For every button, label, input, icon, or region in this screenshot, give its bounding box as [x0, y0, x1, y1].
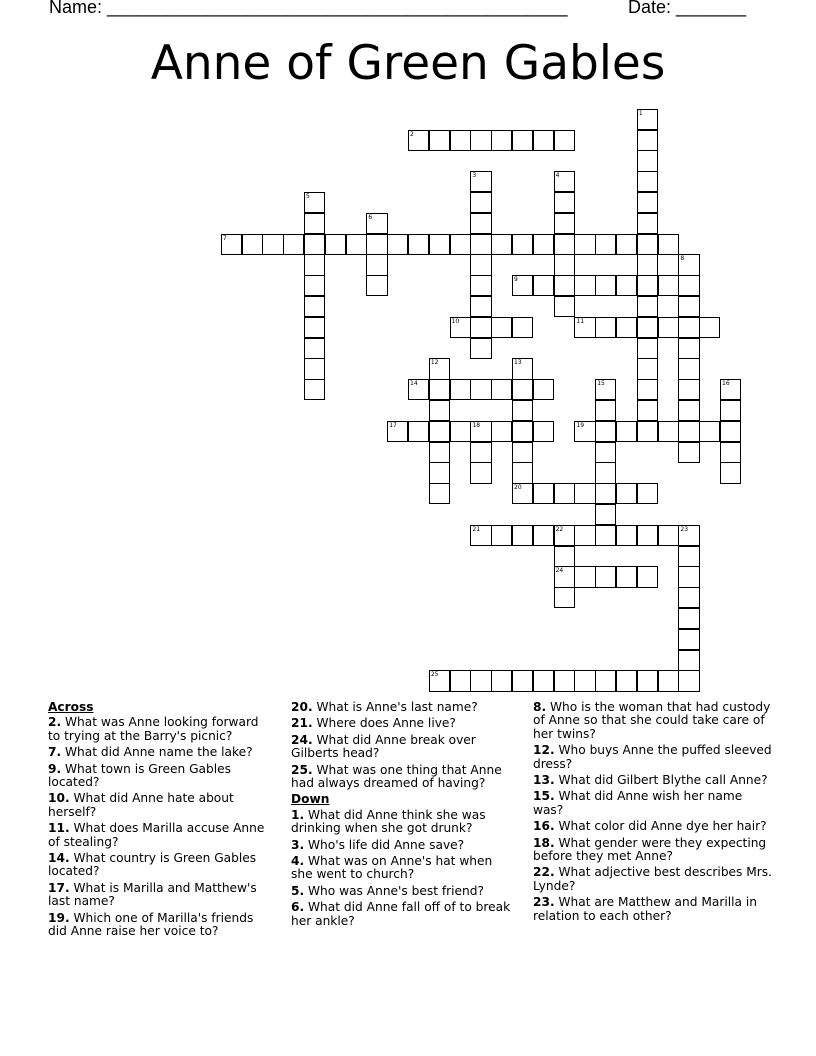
crossword-cell[interactable]	[491, 421, 512, 442]
clue-number: 19.	[48, 910, 70, 925]
crossword-cell[interactable]	[429, 462, 450, 483]
crossword-cell[interactable]	[304, 317, 325, 338]
cell-number: 20	[514, 484, 522, 492]
crossword-cell[interactable]	[595, 462, 616, 483]
clue-text: What country is Green Gables located?	[48, 851, 257, 879]
down-clue-list	[291, 809, 513, 928]
crossword-cell[interactable]	[658, 234, 679, 255]
across-clue	[48, 763, 270, 790]
clues-column-1	[48, 701, 270, 942]
clue-text: What did Anne name the lake?	[61, 745, 253, 760]
across-clue	[291, 717, 513, 730]
crossword-cell[interactable]	[678, 317, 699, 338]
clue-text: What is Anne's last name?	[312, 700, 478, 714]
crossword-cell[interactable]	[533, 275, 554, 296]
crossword-cell[interactable]	[512, 421, 533, 442]
crossword-cell[interactable]	[450, 234, 471, 255]
crossword-cell[interactable]	[512, 462, 533, 483]
clue-text: What did Anne break over Gilberts head?	[291, 732, 476, 761]
crossword-cell[interactable]	[554, 130, 575, 151]
clue-text: What was one thing that Anne had always dreamed of having?	[291, 762, 502, 791]
crossword-cell[interactable]	[491, 130, 512, 151]
crossword-cell[interactable]	[637, 338, 658, 359]
crossword-cell[interactable]	[678, 546, 699, 567]
crossword-cell[interactable]	[616, 670, 637, 691]
crossword-cell[interactable]	[720, 421, 741, 442]
crossword-cell[interactable]	[408, 421, 429, 442]
crossword-cell[interactable]	[678, 629, 699, 650]
crossword-cell[interactable]	[429, 358, 450, 379]
crossword-cell[interactable]	[346, 234, 367, 255]
crossword-cell[interactable]	[470, 275, 491, 296]
cell-number: 24	[555, 567, 564, 575]
down-clue	[291, 809, 513, 836]
crossword-cell[interactable]	[221, 234, 242, 255]
crossword-cell[interactable]	[366, 234, 387, 255]
crossword-cell[interactable]	[429, 379, 450, 400]
crossword-cell[interactable]	[512, 275, 533, 296]
crossword-cell[interactable]	[470, 421, 491, 442]
clue-number: 6.	[291, 900, 305, 915]
across-clue	[48, 746, 270, 759]
crossword-cell[interactable]	[595, 400, 616, 421]
clue-number: 18.	[533, 835, 555, 850]
clue-number: 21.	[291, 716, 313, 731]
across-clue	[48, 792, 270, 819]
crossword-cell[interactable]	[595, 525, 616, 546]
clue-number: 22.	[533, 865, 555, 880]
crossword-cell[interactable]	[470, 130, 491, 151]
crossword-cell[interactable]	[595, 379, 616, 400]
crossword-cell[interactable]	[574, 421, 595, 442]
crossword-cell[interactable]	[429, 130, 450, 151]
crossword-cell[interactable]	[512, 379, 533, 400]
crossword-cell[interactable]	[637, 421, 658, 442]
across-clue	[48, 882, 270, 909]
crossword-cell[interactable]	[699, 317, 720, 338]
clue-number: 4.	[291, 854, 305, 869]
crossword-cell[interactable]	[533, 130, 554, 151]
clue-text: What did Anne hate about herself?	[48, 791, 234, 819]
crossword-cell[interactable]	[491, 379, 512, 400]
crossword-cell[interactable]	[470, 296, 491, 317]
crossword-cell[interactable]	[595, 421, 616, 442]
across-clue-list	[48, 716, 270, 938]
crossword-cell[interactable]	[637, 400, 658, 421]
across-clue-list-cont	[291, 701, 513, 790]
down-clue	[291, 901, 513, 928]
crossword-cell[interactable]	[242, 234, 263, 255]
clue-text: Where does Anne live?	[312, 716, 456, 731]
down-clue	[533, 837, 773, 864]
crossword-cell[interactable]	[408, 130, 429, 151]
crossword-cell[interactable]	[595, 566, 616, 587]
crossword-cell[interactable]	[512, 234, 533, 255]
crossword-cell[interactable]	[283, 234, 304, 255]
clue-text: What was Anne looking forward to trying at the Barry's picnic?	[48, 715, 259, 743]
down-clue	[533, 774, 773, 787]
crossword-cell[interactable]	[304, 296, 325, 317]
down-clue	[533, 820, 773, 833]
clue-text: What was on Anne's hat when she went to church?	[291, 854, 493, 882]
cell-number: 13	[514, 359, 522, 367]
clue-number: 20.	[291, 700, 313, 714]
crossword-cell[interactable]	[533, 234, 554, 255]
crossword-cell[interactable]	[678, 650, 699, 671]
crossword-cell[interactable]	[470, 192, 491, 213]
clues-column-3	[533, 701, 773, 926]
clue-text: Which one of Marilla's friends did Anne raise her voice to?	[48, 910, 254, 939]
crossword-cell[interactable]	[720, 379, 741, 400]
crossword-cell[interactable]	[637, 234, 658, 255]
crossword-cell[interactable]	[574, 275, 595, 296]
clue-number: 3.	[291, 837, 305, 852]
across-clue	[291, 734, 513, 761]
clue-text: Who was Anne's best friend?	[304, 883, 484, 898]
clue-number: 2.	[48, 715, 62, 730]
crossword-cell[interactable]	[574, 670, 595, 691]
crossword-cell[interactable]	[429, 483, 450, 504]
crossword-cell[interactable]	[512, 442, 533, 463]
down-clue	[533, 790, 773, 817]
down-clue	[533, 866, 773, 893]
crossword-cell[interactable]	[470, 254, 491, 275]
crossword-cell[interactable]	[574, 234, 595, 255]
crossword-cell[interactable]	[387, 234, 408, 255]
crossword-cell[interactable]	[470, 338, 491, 359]
crossword-cell[interactable]	[429, 421, 450, 442]
crossword-cell[interactable]	[262, 234, 283, 255]
crossword-cell[interactable]	[554, 192, 575, 213]
crossword-cell[interactable]	[637, 483, 658, 504]
crossword-cell[interactable]	[637, 192, 658, 213]
crossword-cell[interactable]	[637, 130, 658, 151]
crossword-cell[interactable]	[616, 421, 637, 442]
crossword-cell[interactable]	[512, 400, 533, 421]
across-clue	[48, 822, 270, 849]
cell-number: 7	[222, 234, 227, 242]
crossword-cell[interactable]	[366, 254, 387, 275]
cell-number: 8	[680, 255, 685, 263]
clue-number: 5.	[291, 883, 305, 898]
crossword-cell[interactable]	[325, 234, 346, 255]
crossword-cell[interactable]	[304, 338, 325, 359]
crossword-cell[interactable]	[512, 670, 533, 691]
page-title: Anne of Green Gables	[150, 36, 666, 91]
crossword-cell[interactable]	[470, 442, 491, 463]
cell-number: 25	[430, 671, 439, 679]
crossword-cell[interactable]	[470, 670, 491, 691]
down-clue	[291, 855, 513, 882]
crossword-cell[interactable]	[429, 234, 450, 255]
crossword-cell[interactable]	[491, 317, 512, 338]
crossword-cell[interactable]	[512, 130, 533, 151]
crossword-cell[interactable]	[554, 525, 575, 546]
crossword-cell[interactable]	[533, 421, 554, 442]
crossword-cell[interactable]	[450, 670, 471, 691]
clue-number: 12.	[533, 743, 555, 758]
crossword-cell[interactable]	[720, 462, 741, 483]
crossword-cell[interactable]	[554, 171, 575, 192]
crossword-cell[interactable]	[304, 254, 325, 275]
crossword-cell[interactable]	[678, 296, 699, 317]
date-field-label: Date: _______	[628, 0, 747, 17]
clue-text: What gender were they expecting before they met Anne?	[533, 835, 767, 864]
crossword-cell[interactable]	[533, 525, 554, 546]
crossword-cell[interactable]	[491, 670, 512, 691]
crossword-cell[interactable]	[554, 546, 575, 567]
clue-number: 11.	[48, 821, 70, 836]
down-clue-list-cont	[533, 701, 773, 923]
crossword-cell[interactable]	[574, 566, 595, 587]
clue-text: What town is Green Gables located?	[48, 761, 231, 790]
crossword-cell[interactable]	[512, 358, 533, 379]
cell-number: 16	[722, 380, 730, 388]
crossword-cell[interactable]	[595, 504, 616, 525]
cell-number: 15	[597, 380, 605, 388]
clue-number: 15.	[533, 789, 555, 804]
crossword-cell[interactable]	[554, 254, 575, 275]
crossword-cell[interactable]	[533, 379, 554, 400]
crossword-cell[interactable]	[637, 213, 658, 234]
crossword-cell[interactable]	[304, 379, 325, 400]
crossword-cell[interactable]	[554, 566, 575, 587]
crossword-cell[interactable]	[512, 525, 533, 546]
down-clue	[291, 839, 513, 852]
crossword-cell[interactable]	[595, 317, 616, 338]
crossword-cell[interactable]	[678, 338, 699, 359]
crossword-cell[interactable]	[658, 670, 679, 691]
crossword-cell[interactable]	[637, 171, 658, 192]
crossword-cell[interactable]	[470, 379, 491, 400]
across-clue	[48, 852, 270, 879]
crossword-cell[interactable]	[637, 670, 658, 691]
crossword-cell[interactable]	[304, 358, 325, 379]
crossword-cell[interactable]	[554, 296, 575, 317]
cell-number: 1	[638, 109, 643, 117]
clue-number: 14.	[48, 851, 70, 866]
down-clue	[533, 896, 773, 923]
clue-text: What color did Anne dye her hair?	[554, 819, 767, 834]
crossword-cell[interactable]	[595, 234, 616, 255]
crossword-cell[interactable]	[595, 442, 616, 463]
crossword-cell[interactable]	[678, 358, 699, 379]
crossword-cell[interactable]	[429, 400, 450, 421]
clue-text: Who buys Anne the puffed sleeved dress?	[533, 743, 772, 771]
crossword-cell[interactable]	[637, 358, 658, 379]
crossword-cell[interactable]	[554, 587, 575, 608]
clue-number: 9.	[48, 761, 62, 776]
clue-text: Who is the woman that had custody of Anne so that she could take care of her twins?	[533, 700, 771, 741]
cell-number: 10	[451, 317, 460, 325]
crossword-cell[interactable]	[678, 254, 699, 275]
crossword-cell[interactable]	[658, 421, 679, 442]
crossword-cell[interactable]	[616, 275, 637, 296]
crossword-cell[interactable]	[678, 400, 699, 421]
crossword-cell[interactable]	[491, 525, 512, 546]
crossword-cell[interactable]	[554, 213, 575, 234]
cell-number: 12	[430, 359, 439, 367]
across-clue	[291, 764, 513, 791]
clue-text: Who's life did Anne save?	[304, 837, 465, 852]
cell-number: 2	[410, 130, 414, 138]
crossword-cell[interactable]	[595, 275, 616, 296]
across-clue	[48, 912, 270, 939]
crossword-cell[interactable]	[637, 525, 658, 546]
clue-text: What did Gilbert Blythe call Anne?	[554, 773, 768, 788]
crossword-cell[interactable]	[658, 317, 679, 338]
crossword-cell[interactable]	[678, 442, 699, 463]
crossword-cell[interactable]	[304, 234, 325, 255]
clue-text: What does Marilla accuse Anne of stealing?	[48, 821, 265, 849]
crossword-cell[interactable]	[470, 213, 491, 234]
clue-number: 8.	[533, 700, 547, 714]
crossword-cell[interactable]	[637, 296, 658, 317]
down-clue	[533, 744, 773, 771]
crossword-cell[interactable]	[533, 483, 554, 504]
cell-number: 11	[576, 317, 585, 325]
crossword-cell[interactable]	[574, 483, 595, 504]
clue-number: 13.	[533, 773, 555, 788]
crossword-cell[interactable]	[699, 421, 720, 442]
clue-number: 16.	[533, 819, 555, 834]
crossword-cell[interactable]	[637, 566, 658, 587]
crossword-cell[interactable]	[637, 317, 658, 338]
crossword-cell[interactable]	[554, 670, 575, 691]
cell-number: 23	[680, 525, 689, 533]
cell-number: 4	[555, 172, 560, 180]
crossword-cell[interactable]	[470, 525, 491, 546]
crossword-cell[interactable]	[470, 462, 491, 483]
cell-number: 22	[555, 525, 564, 533]
down-clue	[291, 885, 513, 898]
clue-text: What adjective best describes Mrs. Lynde?	[533, 865, 773, 893]
crossword-cell[interactable]	[678, 608, 699, 629]
crossword-cell[interactable]	[554, 275, 575, 296]
crossword-cell[interactable]	[720, 400, 741, 421]
crossword-cell[interactable]	[304, 213, 325, 234]
clue-text: What did Anne fall off of to break her ankle?	[291, 900, 511, 928]
crossword-cell[interactable]	[450, 379, 471, 400]
crossword-cell[interactable]	[678, 587, 699, 608]
crossword-cell[interactable]	[429, 670, 450, 691]
crossword-cell[interactable]	[678, 566, 699, 587]
crossword-cell[interactable]	[720, 442, 741, 463]
across-clue	[291, 701, 513, 714]
clue-number: 17.	[48, 880, 70, 895]
crossword-cell[interactable]	[616, 483, 637, 504]
cell-number: 3	[472, 172, 477, 180]
cell-number: 14	[410, 380, 418, 388]
crossword-cell[interactable]	[408, 234, 429, 255]
crossword-cell[interactable]	[470, 317, 491, 338]
crossword-cell[interactable]	[637, 150, 658, 171]
clue-text: What did Anne wish her name was?	[533, 789, 743, 817]
crossword-cell[interactable]	[450, 317, 471, 338]
clue-number: 10.	[48, 791, 70, 806]
crossword-cell[interactable]	[366, 275, 387, 296]
crossword-cell[interactable]	[512, 317, 533, 338]
cell-number: 6	[368, 213, 373, 221]
down-clue	[533, 701, 773, 741]
crossword-cell[interactable]	[387, 421, 408, 442]
crossword-cell[interactable]	[470, 171, 491, 192]
clue-text: What did Anne think she was drinking when she got drunk?	[291, 807, 486, 836]
crossword-cell[interactable]	[574, 317, 595, 338]
crossword-cell[interactable]	[470, 234, 491, 255]
crossword-cell[interactable]	[678, 525, 699, 546]
across-heading: Across	[48, 700, 94, 714]
cell-number: 5	[306, 193, 310, 200]
crossword-cell[interactable]	[678, 421, 699, 442]
crossword-cell[interactable]	[595, 670, 616, 691]
crossword-cell[interactable]	[616, 234, 637, 255]
crossword-cell[interactable]	[304, 275, 325, 296]
crossword-cell[interactable]	[678, 379, 699, 400]
crossword-cell[interactable]	[512, 483, 533, 504]
crossword-cell[interactable]	[658, 525, 679, 546]
crossword-cell[interactable]	[637, 275, 658, 296]
crossword-cell[interactable]	[450, 130, 471, 151]
crossword-cell[interactable]	[429, 442, 450, 463]
crossword-cell[interactable]	[637, 379, 658, 400]
cell-number: 19	[576, 421, 585, 429]
crossword-cell[interactable]	[678, 275, 699, 296]
clue-text: What is Marilla and Matthew's last name?	[48, 880, 257, 909]
clue-number: 7.	[48, 745, 62, 760]
clue-number: 23.	[533, 895, 555, 910]
crossword-cell[interactable]	[616, 566, 637, 587]
clue-number: 1.	[291, 807, 305, 822]
crossword-cell[interactable]	[304, 192, 325, 213]
down-heading: Down	[291, 792, 330, 807]
clue-text: What are Matthew and Marilla in relation to each other?	[533, 895, 757, 923]
crossword-cell[interactable]	[574, 525, 595, 546]
cell-number: 17	[389, 421, 397, 429]
crossword-cell[interactable]	[595, 483, 616, 504]
crossword-cell[interactable]	[678, 670, 699, 691]
crossword-cell[interactable]	[658, 275, 679, 296]
clues-column-2	[291, 701, 513, 931]
cell-number: 18	[472, 421, 481, 429]
clue-number: 24.	[291, 732, 313, 747]
name-field-label: Name: ______________________________________________	[49, 0, 568, 17]
crossword-cell[interactable]	[408, 379, 429, 400]
clue-number: 25.	[291, 762, 313, 777]
cell-number: 21	[472, 525, 481, 533]
crossword-cell[interactable]	[554, 483, 575, 504]
across-clue	[48, 716, 270, 743]
crossword-cell[interactable]	[366, 213, 387, 234]
crossword-cell[interactable]	[450, 421, 471, 442]
crossword-cell[interactable]	[637, 254, 658, 275]
crossword-cell[interactable]	[554, 234, 575, 255]
crossword-cell[interactable]	[637, 109, 658, 130]
crossword-cell[interactable]	[616, 317, 637, 338]
crossword-cell[interactable]	[616, 525, 637, 546]
crossword-cell[interactable]	[491, 234, 512, 255]
cell-number: 9	[514, 276, 518, 284]
crossword-cell[interactable]	[533, 670, 554, 691]
